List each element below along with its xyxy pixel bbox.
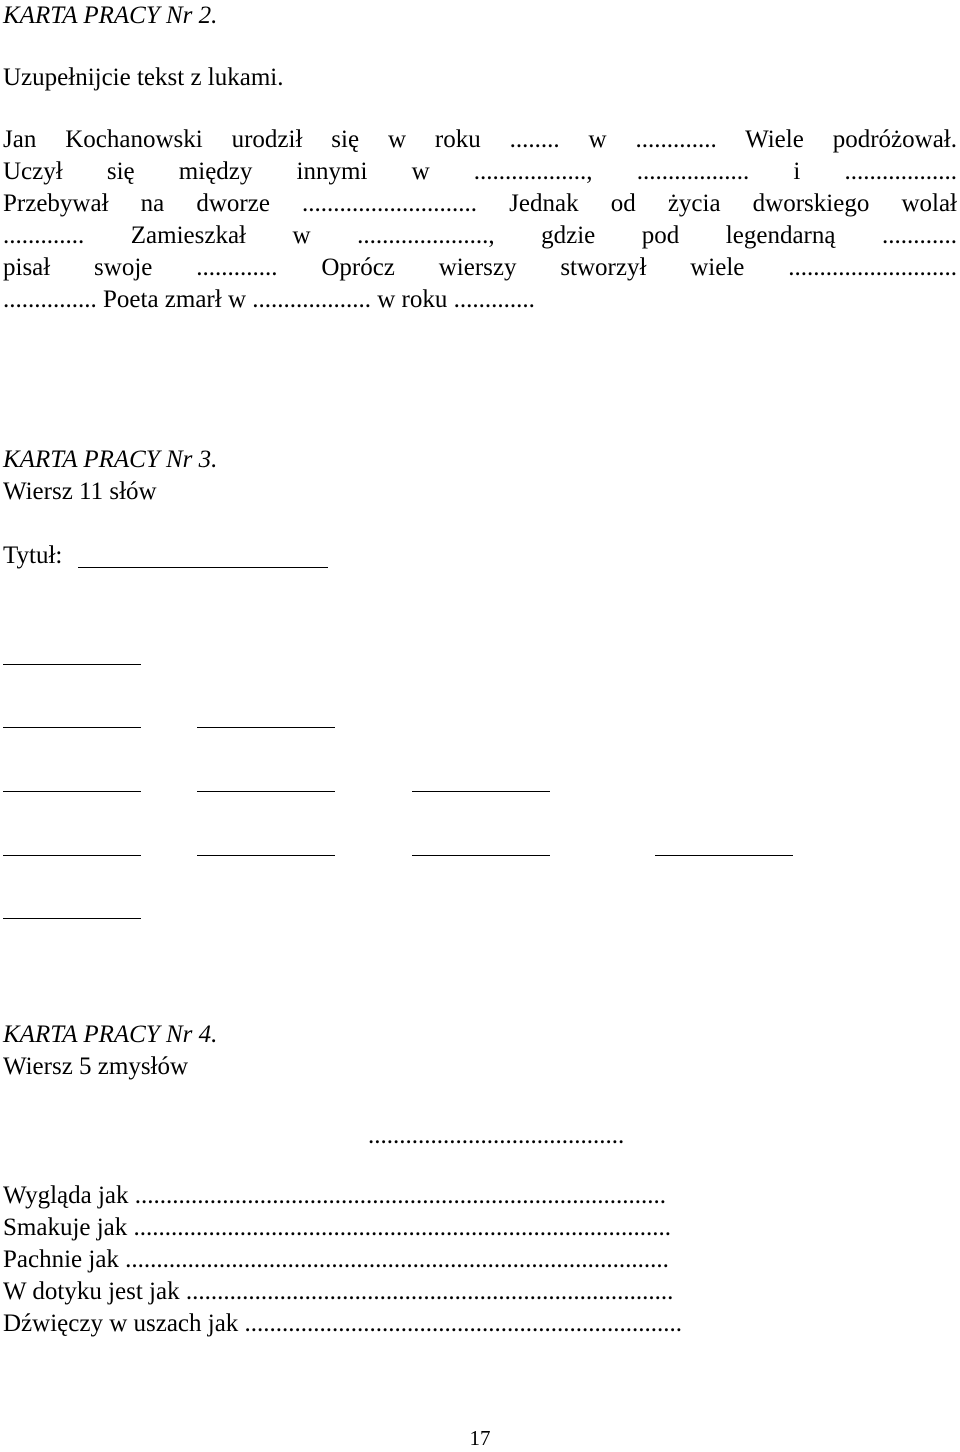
card2-instruction: Uzupełnijcie tekst z lukami. <box>3 64 284 91</box>
page-number: 17 <box>469 1426 491 1450</box>
sense-line-hearing: Dźwięczy w uszach jak ...................................................................... <box>3 1310 683 1337</box>
card2-text-line-4: ............. Zamieszkał w ....................., gdzie pod legendarną ............ <box>3 222 957 249</box>
poem-word-blank[interactable] <box>3 727 141 728</box>
card4-subtitle: Wiersz 5 zmysłów <box>3 1053 189 1080</box>
poem-word-blank[interactable] <box>3 664 141 665</box>
card3-subtitle: Wiersz 11 słów <box>3 478 157 505</box>
card2-text-line-6: ............... Poeta zmarł w ................... w roku ............. <box>3 286 535 313</box>
card3-title: KARTA PRACY Nr 3. <box>3 446 218 473</box>
poem-word-blank[interactable] <box>3 918 141 919</box>
card2-text-line-3: Przebywał na dworze ............................ Jednak od życia dworskiego wolał <box>3 190 957 217</box>
card2-text-line-2: Uczył się między innymi w .................., .................. i .................. <box>3 158 957 185</box>
sense-line-taste: Smakuje jak ...................................................................................... <box>3 1214 672 1241</box>
poem-word-blank[interactable] <box>197 855 335 856</box>
card2-text-line-1: Jan Kochanowski urodził się w roku ........ w ............. Wiele podróżował. <box>3 126 957 153</box>
sense-line-sight: Wygląda jak ..................................................................................... <box>3 1182 667 1209</box>
card3-title-blank[interactable] <box>78 567 328 568</box>
poem-word-blank[interactable] <box>412 855 550 856</box>
card2-title: KARTA PRACY Nr 2. <box>3 2 218 29</box>
card2-text-line-5: pisał swoje ............. Oprócz wierszy stworzył wiele ........................... <box>3 254 957 281</box>
poem-word-blank[interactable] <box>197 727 335 728</box>
sense-line-touch: W dotyku jest jak .............................................................................. <box>3 1278 674 1305</box>
card4-title: KARTA PRACY Nr 4. <box>3 1021 218 1048</box>
poem-word-blank[interactable] <box>197 791 335 792</box>
card3-title-label: Tytuł: <box>3 542 63 569</box>
sense-line-smell: Pachnie jak ....................................................................................... <box>3 1246 669 1273</box>
poem-word-blank[interactable] <box>3 791 141 792</box>
poem-word-blank[interactable] <box>655 855 793 856</box>
poem-word-blank[interactable] <box>412 791 550 792</box>
card4-poem-title-blank[interactable]: ......................................... <box>368 1122 625 1149</box>
poem-word-blank[interactable] <box>3 855 141 856</box>
